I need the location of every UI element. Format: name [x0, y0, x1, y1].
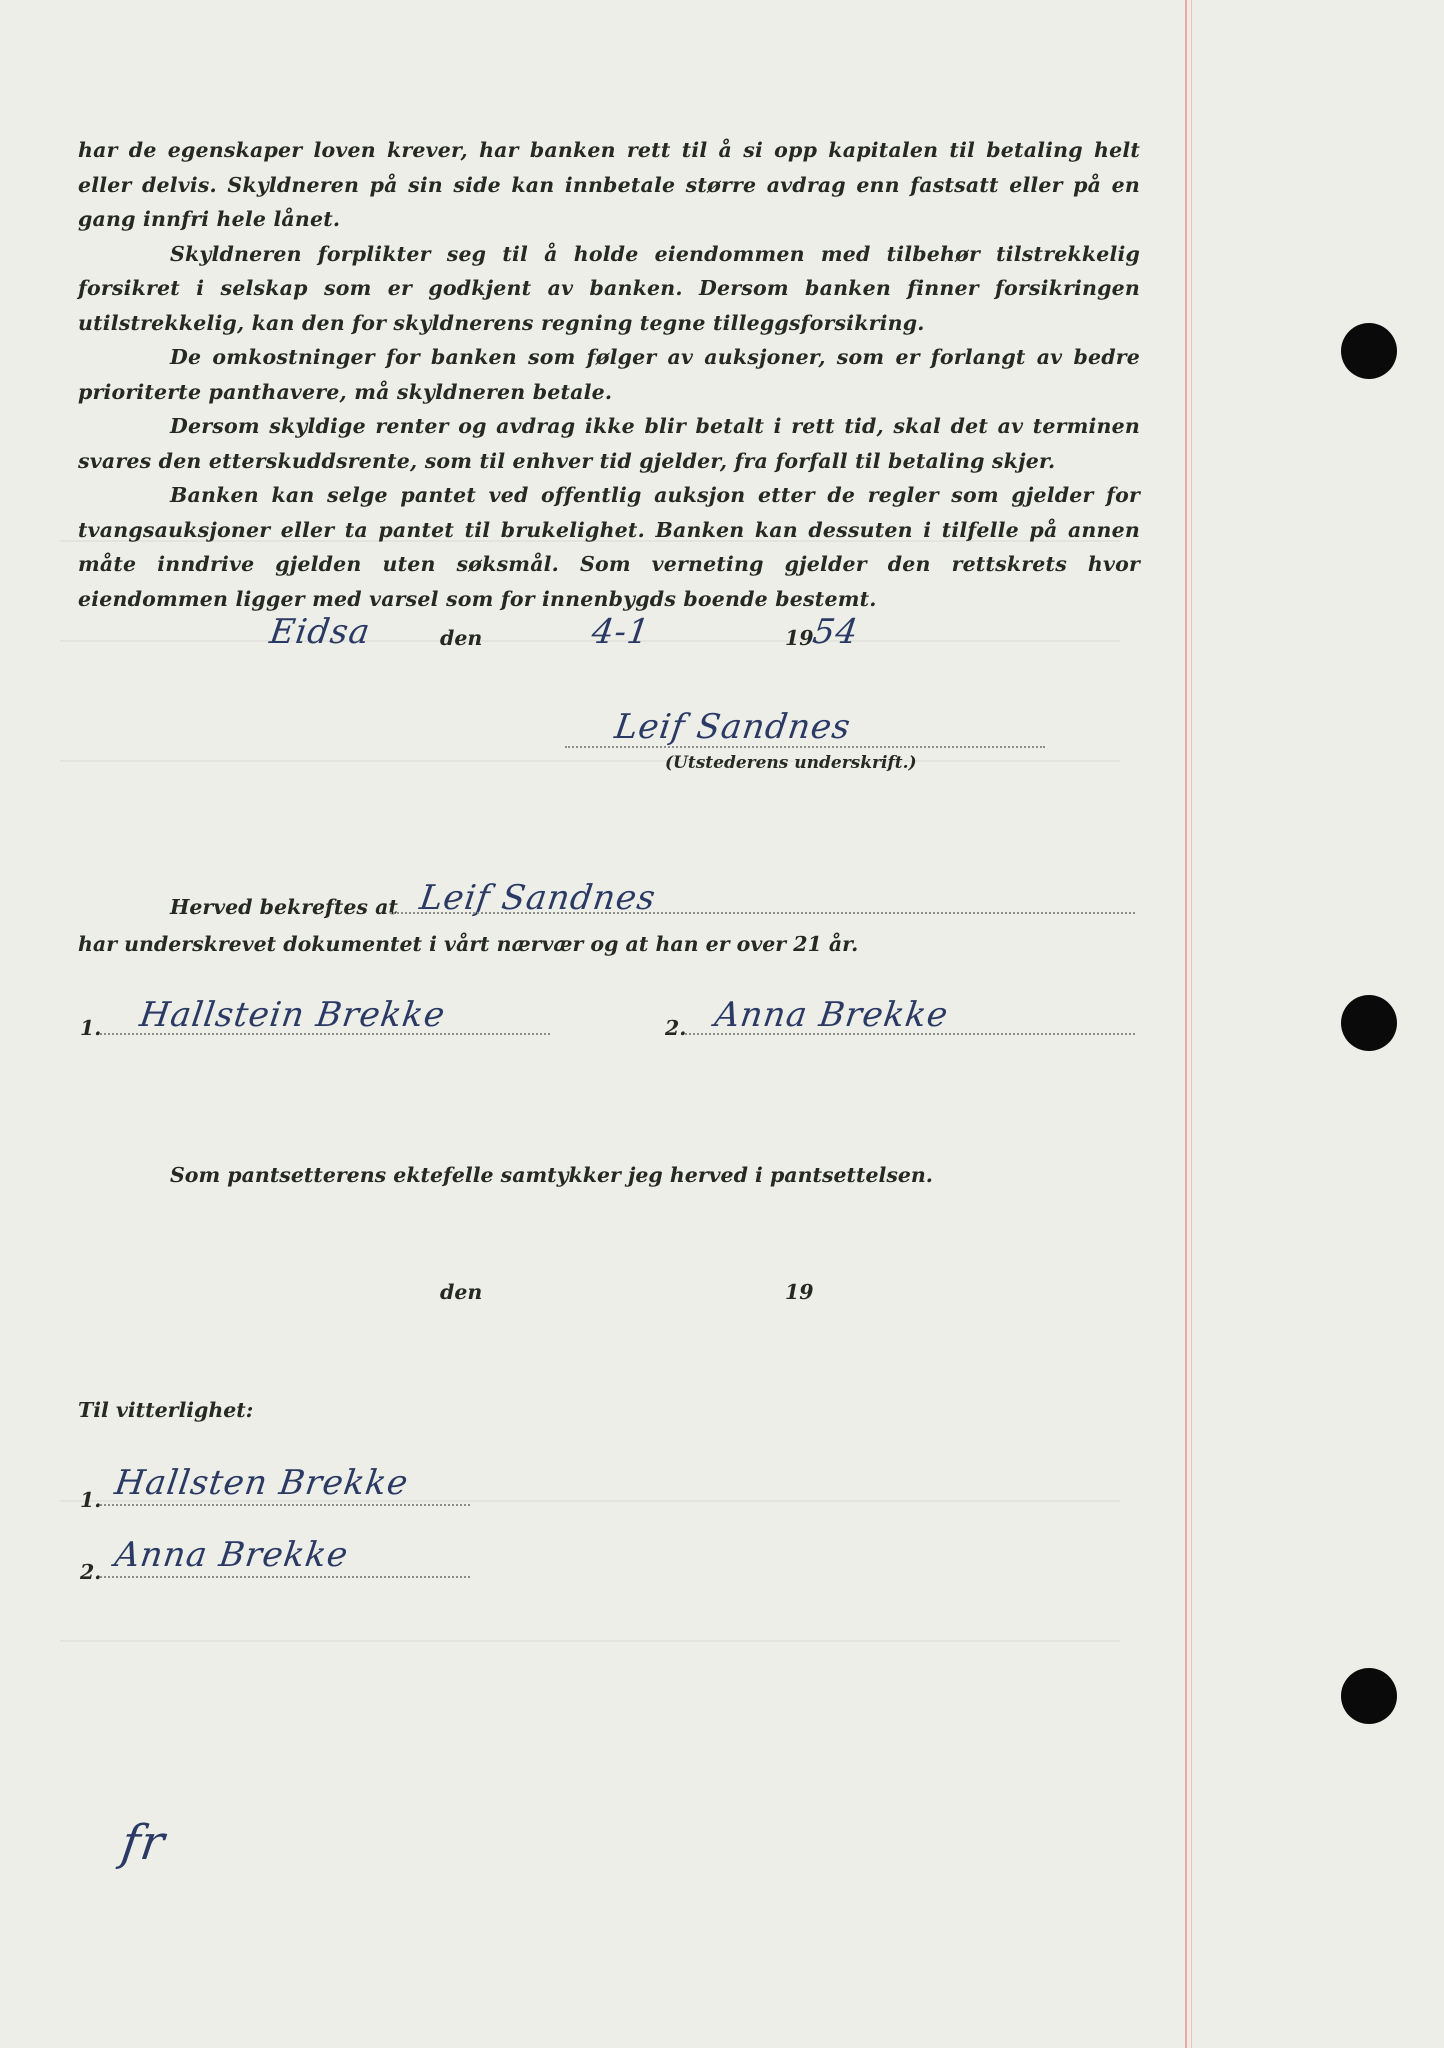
initials-handwritten: fr: [118, 1815, 169, 1871]
name-line: [390, 912, 1135, 914]
vitterlighet-number: 1.: [80, 1488, 102, 1512]
paragraph: Banken kan selge pantet ved offentlig auksjon etter de regler som gjelder for tvangsauksjoner eller ta pantet til brukelighet. Banken kan dessuten i tilfelle på annen måte inndrive gjelden uten søksmål. Som verneting gjelder den rettskrets hvor eiendommen ligger med varsel som for innenbygds boende bestemt.: [78, 483, 1140, 611]
bleed-through-line: [60, 760, 1120, 762]
spouse-den-label: den: [440, 1280, 483, 1304]
paragraph: De omkostninger for banken som følger av auksjoner, som er forlangt av bedre prioriterte panthavere, må skyldneren betale.: [78, 345, 1140, 404]
witness-number: 2.: [665, 1016, 687, 1040]
issuer-caption: (Utstederens underskrift.): [665, 753, 917, 773]
den-label: den: [440, 626, 483, 650]
vitterlighet-number: 2.: [80, 1560, 102, 1584]
punch-hole: [1341, 323, 1397, 379]
spouse-year-prefix: 19: [785, 1280, 814, 1304]
witness-line: [100, 1033, 550, 1035]
witness-line: [685, 1033, 1135, 1035]
paragraph: Skyldneren forplikter seg til å holde eiendommen med tilbehør tilstrekkelig forsikret i selskap som er godkjent av banken. Dersom banken finner forsikringen utilstrekkelig, kan den for skyldnerens regning tegne tilleggsforsikring.: [78, 241, 1140, 335]
witness-signature: Anna Brekke: [712, 995, 951, 1035]
terms-text: [78, 133, 1140, 616]
confirmation-name: Leif Sandnes: [417, 878, 659, 918]
paragraph: har de egenskaper loven krever, har banken rett til å si opp kapitalen til betaling helt eller delvis. Skyldneren på sin side kan innbetale større avdrag enn fastsatt eller på en gang innfri hele lånet.: [78, 138, 1140, 231]
year-handwritten: 54: [810, 612, 862, 652]
year-prefix: 19: [785, 626, 814, 650]
date-handwritten: 4-1: [589, 612, 653, 652]
punch-hole: [1341, 995, 1397, 1051]
confirmation-prefix: Herved bekreftes at: [170, 895, 398, 919]
vitterlighet-signature: Anna Brekke: [112, 1535, 351, 1575]
vitterlighet-line: [100, 1576, 470, 1578]
paragraph: Dersom skyldige renter og avdrag ikke blir betalt i rett tid, skal det av terminen svares den etterskuddsrente, som til enhver tid gjelder, fra forfall til betaling skjer.: [78, 414, 1140, 473]
red-margin-line-inner: [1191, 0, 1192, 2048]
issuer-signature: Leif Sandnes: [612, 707, 854, 747]
vitterlighet-signature: Hallsten Brekke: [112, 1463, 412, 1503]
vitterlighet-line: [100, 1504, 470, 1506]
bleed-through-line: [60, 1640, 1120, 1642]
confirmation-line: har underskrevet dokumentet i vårt nærvær og at han er over 21 år.: [78, 932, 859, 956]
punch-hole: [1341, 1668, 1397, 1724]
signature-line: [565, 746, 1045, 748]
spouse-consent: Som pantsetterens ektefelle samtykker jeg herved i pantsettelsen.: [170, 1163, 933, 1187]
place-handwritten: Eidsa: [267, 612, 373, 652]
witness-number: 1.: [80, 1016, 102, 1040]
vitterlighet-title: Til vitterlighet:: [78, 1398, 254, 1422]
witness-signature: Hallstein Brekke: [137, 995, 448, 1035]
red-margin-line: [1185, 0, 1187, 2048]
